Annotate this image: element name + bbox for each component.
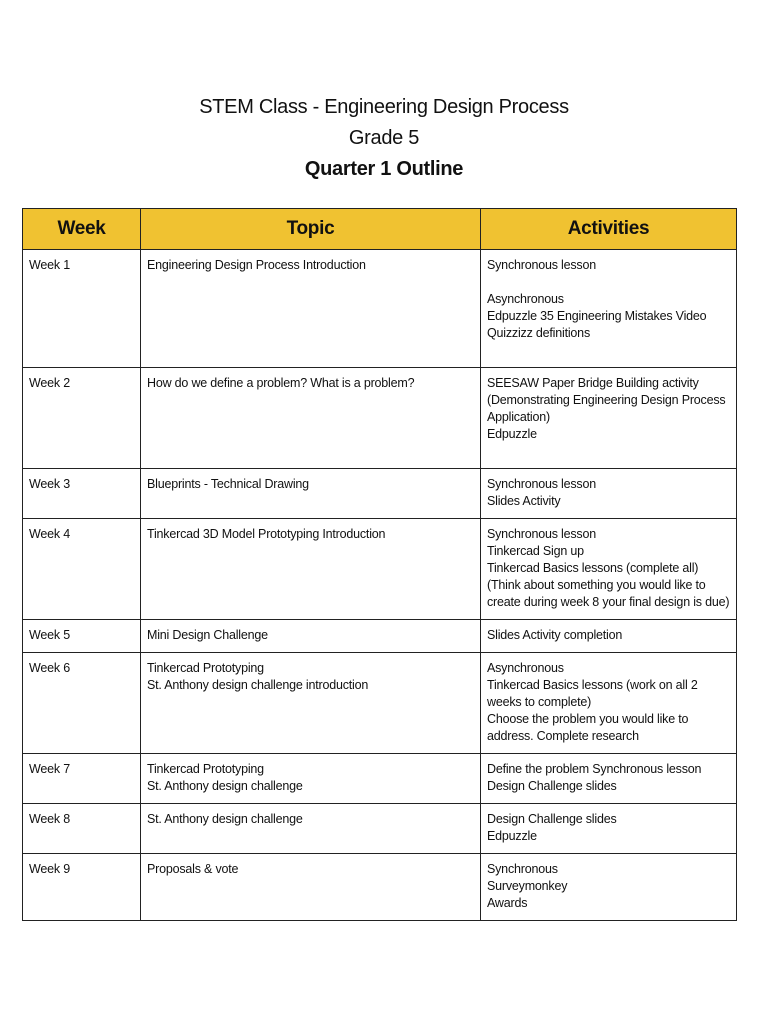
activity-line: Slides Activity completion bbox=[487, 628, 623, 642]
column-header-topic: Topic bbox=[141, 209, 481, 250]
course-title: STEM Class - Engineering Design Process bbox=[199, 96, 569, 118]
activities-cell bbox=[481, 854, 737, 921]
topic-line: Engineering Design Process Introduction bbox=[147, 258, 366, 272]
activities-cell bbox=[481, 620, 737, 653]
column-header-activities: Activities bbox=[481, 209, 737, 250]
week-cell: Week 5 bbox=[23, 620, 141, 653]
activity-line: Synchronous lesson bbox=[487, 477, 596, 491]
activities-cell bbox=[481, 754, 737, 804]
activity-line: Design Challenge slides bbox=[487, 779, 617, 793]
activity-line: Tinkercad Sign up bbox=[487, 544, 584, 558]
topic-cell bbox=[141, 250, 481, 368]
activity-line: Synchronous bbox=[487, 862, 558, 876]
activity-line: Asynchronous bbox=[487, 661, 564, 675]
grade-label: Grade 5 bbox=[348, 127, 420, 149]
table-row bbox=[23, 469, 737, 519]
topic-cell bbox=[141, 469, 481, 519]
topic-line: St. Anthony design challenge introduction bbox=[147, 678, 369, 692]
topic-line: Tinkercad Prototyping bbox=[147, 762, 264, 776]
table-header-row bbox=[23, 209, 737, 250]
outline-table bbox=[22, 208, 737, 921]
activities-cell bbox=[481, 368, 737, 469]
activity-line: Surveymonkey bbox=[487, 879, 568, 893]
week-cell: Week 3 bbox=[23, 469, 141, 519]
week-cell: Week 4 bbox=[23, 519, 141, 620]
table-row bbox=[23, 854, 737, 921]
spacer bbox=[487, 342, 730, 359]
week-cell: Week 7 bbox=[23, 754, 141, 804]
topic-cell bbox=[141, 519, 481, 620]
activity-line: Edpuzzle 35 Engineering Mistakes Video bbox=[487, 309, 707, 323]
table-row bbox=[23, 368, 737, 469]
activity-line: Choose the problem you would like to address. Complete research bbox=[487, 712, 692, 743]
activity-line: (Think about something you would like to create during week 8 your final design is due) bbox=[487, 578, 730, 609]
topic-line: How do we define a problem? What is a problem? bbox=[147, 376, 415, 390]
table-row bbox=[23, 620, 737, 653]
activity-line: Edpuzzle bbox=[487, 829, 537, 843]
topic-cell bbox=[141, 804, 481, 854]
table-row bbox=[23, 653, 737, 754]
quarter-outline-title: Quarter 1 Outline bbox=[304, 158, 464, 180]
activities-cell bbox=[481, 804, 737, 854]
column-header-week: Week bbox=[23, 209, 141, 250]
activities-cell bbox=[481, 519, 737, 620]
activity-line: Slides Activity bbox=[487, 494, 561, 508]
week-cell: Week 9 bbox=[23, 854, 141, 921]
activity-line: Synchronous lesson bbox=[487, 258, 596, 272]
document-header bbox=[0, 92, 768, 185]
topic-line: Mini Design Challenge bbox=[147, 628, 268, 642]
activity-line: Tinkercad Basics lessons (work on all 2 weeks to complete) bbox=[487, 678, 701, 709]
topic-line: Blueprints - Technical Drawing bbox=[147, 477, 309, 491]
spacer bbox=[487, 443, 730, 460]
week-cell: Week 2 bbox=[23, 368, 141, 469]
table-row bbox=[23, 250, 737, 368]
activities-cell bbox=[481, 469, 737, 519]
activity-line: Edpuzzle bbox=[487, 427, 537, 441]
topic-cell bbox=[141, 368, 481, 469]
activity-line: Awards bbox=[487, 896, 528, 910]
topic-line: Proposals & vote bbox=[147, 862, 239, 876]
topic-cell bbox=[141, 754, 481, 804]
topic-line: St. Anthony design challenge bbox=[147, 812, 303, 826]
activity-line: SEESAW Paper Bridge Building activity (Demonstrating Engineering Design Process Application) bbox=[487, 376, 729, 424]
week-cell: Week 8 bbox=[23, 804, 141, 854]
activity-line: Define the problem Synchronous lesson bbox=[487, 762, 702, 776]
table-body bbox=[23, 250, 737, 921]
activity-line: Asynchronous bbox=[487, 292, 564, 306]
topic-line: St. Anthony design challenge bbox=[147, 779, 303, 793]
topic-line: Tinkercad Prototyping bbox=[147, 661, 264, 675]
activity-line: Synchronous lesson bbox=[487, 527, 596, 541]
activity-line: Design Challenge slides bbox=[487, 812, 617, 826]
topic-line: Tinkercad 3D Model Prototyping Introduction bbox=[147, 527, 386, 541]
activity-line: Tinkercad Basics lessons (complete all) bbox=[487, 561, 699, 575]
table-row bbox=[23, 754, 737, 804]
week-cell: Week 1 bbox=[23, 250, 141, 368]
spacer bbox=[487, 274, 730, 291]
week-cell: Week 6 bbox=[23, 653, 141, 754]
table-row bbox=[23, 519, 737, 620]
topic-cell bbox=[141, 620, 481, 653]
topic-cell bbox=[141, 854, 481, 921]
activities-cell bbox=[481, 653, 737, 754]
activities-cell bbox=[481, 250, 737, 368]
table-row bbox=[23, 804, 737, 854]
activity-line: Quizzizz definitions bbox=[487, 326, 590, 340]
topic-cell bbox=[141, 653, 481, 754]
